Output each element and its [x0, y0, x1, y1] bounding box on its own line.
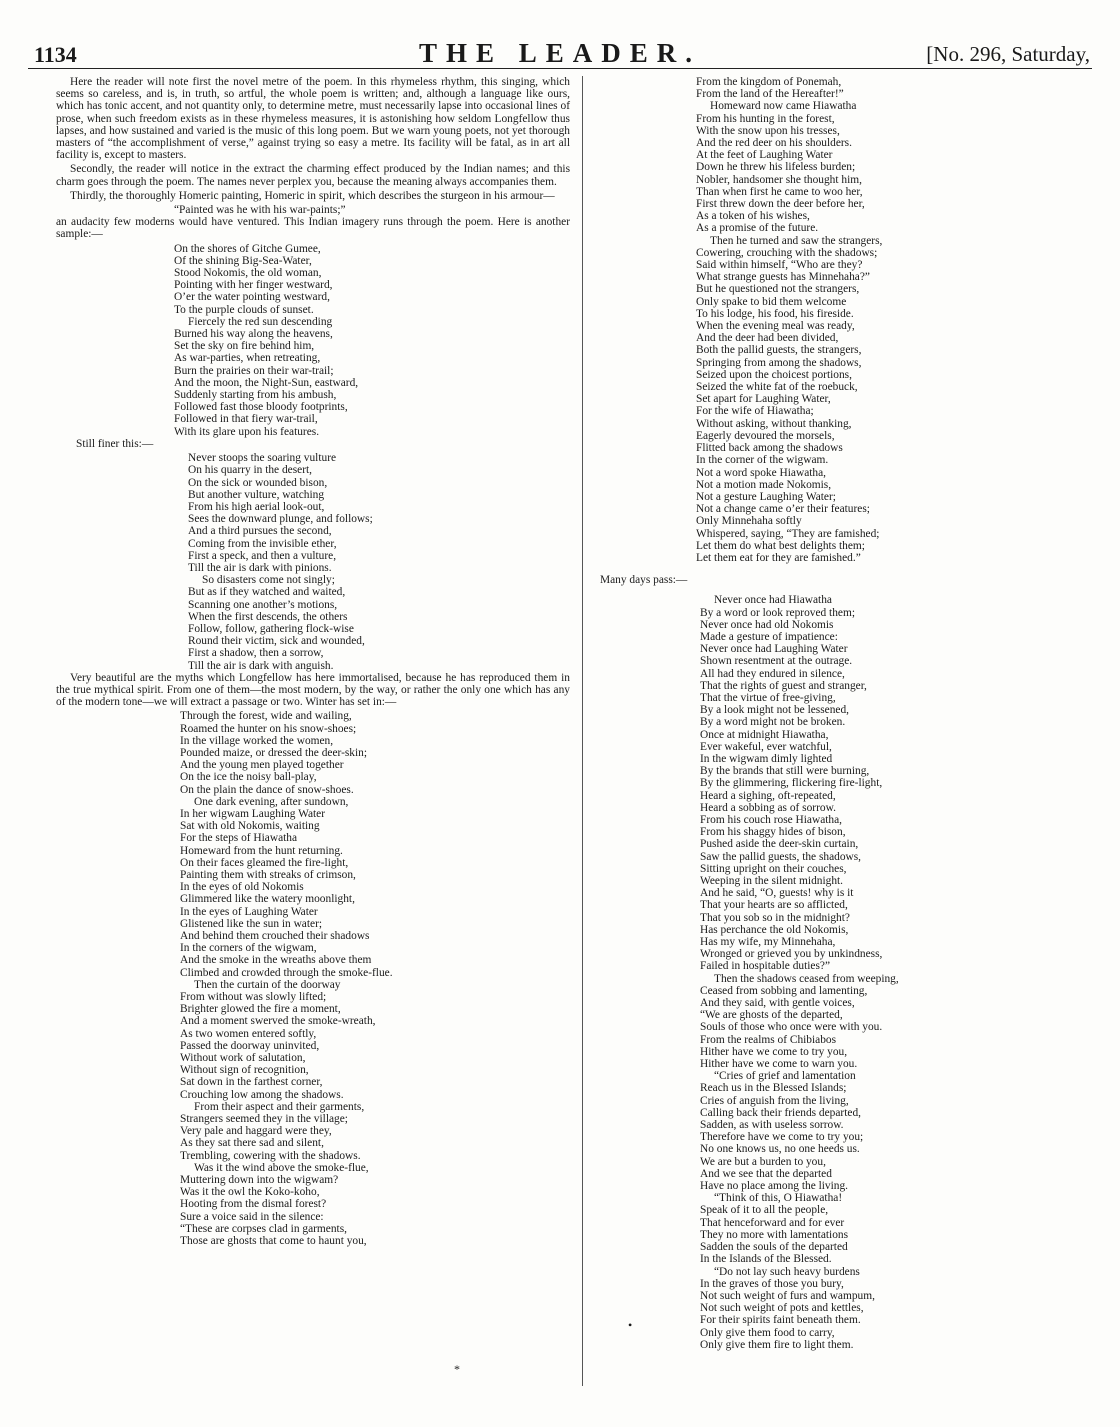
verse-line: Of the shining Big-Sea-Water,	[174, 254, 312, 267]
verse-line: Then he turned and saw the strangers,	[710, 234, 883, 247]
verse-line: Was it the wind above the smoke-flue,	[194, 1161, 369, 1174]
verse-line: And we see that the departed	[700, 1167, 832, 1180]
intro-still-finer: Still finer this:—	[76, 437, 154, 450]
verse-line: And the deer had been divided,	[696, 332, 839, 345]
verse-line: Glimmered like the watery moonlight,	[180, 893, 355, 906]
verse-line: At the feet of Laughing Water	[696, 149, 833, 162]
verse-line: Reach us in the Blessed Islands;	[700, 1082, 847, 1095]
masthead	[28, 38, 1092, 69]
verse-line: When the evening meal was ready,	[696, 320, 855, 333]
verse-line: And the smoke in the wreaths above them	[180, 954, 372, 967]
verse-line: Set the sky on fire behind him,	[174, 340, 315, 353]
verse-line: From his shaggy hides of bison,	[700, 826, 846, 839]
verse-line: Was it the owl the Koko-koho,	[180, 1186, 320, 1199]
verse-line: Roamed the hunter on his snow-shoes;	[180, 722, 357, 735]
verse-line: Made a gesture of impatience:	[700, 630, 838, 643]
verse-line: Very pale and haggard were they,	[180, 1125, 332, 1138]
verse-winter	[180, 710, 570, 1247]
verse-line: Sadden the souls of the departed	[700, 1241, 848, 1254]
verse-line: Have no place among the living.	[700, 1180, 849, 1193]
verse-line: Eagerly devoured the morsels,	[696, 429, 835, 442]
verse-line: On the plain the dance of snow-shoes.	[180, 783, 354, 796]
verse-line: Flitted back among the shadows	[696, 442, 843, 455]
verse-line: Whispered, saying, “They are famished;	[696, 527, 880, 540]
verse-line: Sadden, as with useless sorrow.	[700, 1119, 844, 1132]
verse-line: And he said, “O, guests! why is it	[700, 887, 854, 900]
verse-line: Springing from among the shadows,	[696, 356, 862, 369]
verse-line: Pointing with her finger westward,	[174, 279, 333, 292]
verse-line: Fiercely the red sun descending	[188, 315, 333, 328]
verse-line: But another vulture, watching	[188, 488, 325, 501]
verse-line: Glistened like the sun in water;	[180, 917, 323, 930]
verse-line: From their aspect and their garments,	[194, 1100, 365, 1113]
verse-line: Cowering, crouching with the shadows;	[696, 246, 878, 259]
verse-line: “Do not lay such heavy burdens	[714, 1265, 860, 1278]
verse-line: Not a change came o’er their features;	[696, 503, 870, 516]
verse-line: That your hearts are so afflicted,	[700, 899, 848, 912]
verse-line: And a moment swerved the smoke-wreath,	[180, 1015, 376, 1028]
verse-line: O’er the water pointing westward,	[174, 291, 330, 304]
verse-line: We are but a burden to you,	[700, 1155, 826, 1168]
verse-line: All had they endured in silence,	[700, 667, 845, 680]
verse-line: By a word might not be broken.	[700, 716, 846, 729]
verse-line: As two women entered softly,	[180, 1027, 317, 1040]
verse-line: That you sob so in the midnight?	[700, 911, 850, 924]
paragraph-audacity: an audacity few moderns would have ventured. This Indian imagery runs through the poem. Here is another sample:—	[56, 216, 570, 241]
verse-line: No one knows us, no one heeds us.	[700, 1143, 860, 1156]
verse-line: Till the air is dark with anguish.	[188, 659, 334, 672]
verse-line: For the steps of Hiawatha	[180, 832, 298, 845]
verse-line: In the graves of those you bury,	[700, 1277, 844, 1290]
verse-line: Speak of it to all the people,	[700, 1204, 829, 1217]
verse-line: Then the shadows ceased from weeping,	[714, 972, 899, 985]
verse-line: Therefore have we come to try you;	[700, 1131, 864, 1144]
verse-line: And the young men played together	[180, 759, 344, 772]
verse-line: When the first descends, the others	[188, 610, 348, 623]
quoted-line: “Painted was he with his war-paints;”	[174, 204, 346, 217]
verse-line: Crouching low among the shadows.	[180, 1088, 344, 1101]
verse-line: And a third pursues the second,	[188, 525, 332, 538]
verse-line: Seized the white fat of the roebuck,	[696, 381, 858, 394]
verse-line: Hither have we come to try you,	[700, 1045, 848, 1058]
verse-line: Homeward now came Hiawatha	[710, 100, 857, 113]
verse-line: Not a gesture Laughing Water;	[696, 490, 836, 503]
verse-line: Nobler, handsomer she thought him,	[696, 173, 862, 186]
verse-line: Sat with old Nokomis, waiting	[180, 820, 320, 833]
verse-line: Burn the prairies on their war-trail;	[174, 364, 334, 377]
verse-line: Heard a sighing, oft-repeated,	[700, 789, 836, 802]
verse-line: Those are ghosts that come to haunt you,	[180, 1235, 367, 1248]
verse-line: Both the pallid guests, the strangers,	[696, 344, 862, 357]
verse-line: With its glare upon his features.	[174, 425, 320, 438]
verse-line: Not such weight of furs and wampum,	[700, 1289, 875, 1302]
verse-line: In the eyes of Laughing Water	[180, 905, 318, 918]
verse-ghosts	[700, 594, 992, 1351]
verse-line: One dark evening, after sundown,	[194, 795, 349, 808]
verse-line: In the eyes of old Nokomis	[180, 881, 304, 894]
verse-line: Only Minnehaha softly	[696, 515, 802, 528]
verse-line: Through the forest, wide and wailing,	[180, 710, 352, 723]
verse-line: Not a motion made Nokomis,	[696, 478, 832, 491]
verse-line: Than when first he came to woo her,	[696, 185, 863, 198]
verse-line: Pushed aside the deer-skin curtain,	[700, 838, 859, 851]
verse-homecoming	[696, 76, 992, 564]
verse-line: Strangers seemed they in the village;	[180, 1113, 348, 1126]
verse-line: But as if they watched and waited,	[188, 586, 346, 599]
verse-line: From the kingdom of Ponemah,	[696, 76, 842, 88]
verse-line: On the ice the noisy ball-play,	[180, 771, 317, 784]
verse-line: Burned his way along the heavens,	[174, 328, 333, 341]
verse-line: Passed the doorway uninvited,	[180, 1039, 320, 1052]
verse-line: Hither have we come to warn you.	[700, 1058, 858, 1071]
issue-info: [No. 296, Saturday,	[926, 42, 1090, 66]
verse-vulture	[188, 452, 570, 672]
verse-line: As a token of his wishes,	[696, 210, 810, 223]
verse-line: Said within himself, “Who are they?	[696, 259, 863, 272]
verse-line: Failed in hospitable duties?”	[700, 960, 831, 973]
intro-many-days: Many days pass:—	[600, 574, 688, 587]
verse-line: In the village worked the women,	[180, 734, 334, 747]
verse-line: Not such weight of pots and kettles,	[700, 1302, 864, 1315]
verse-line: Has my wife, my Minnehaha,	[700, 936, 836, 949]
verse-line: Pounded maize, or dressed the deer-skin;	[180, 746, 368, 759]
verse-line: Shown resentment at the outrage.	[700, 655, 853, 668]
asterisk-mark: *	[454, 1362, 460, 1376]
verse-line: Saw the pallid guests, the shadows,	[700, 850, 862, 863]
verse-line: Never once had Laughing Water	[700, 643, 848, 656]
verse-line: First threw down the deer before her,	[696, 198, 865, 211]
verse-line: Without sign of recognition,	[180, 1064, 309, 1077]
verse-line: Only give them food to carry,	[700, 1326, 835, 1339]
verse-line: From his couch rose Hiawatha,	[700, 813, 843, 826]
verse-line: Ever wakeful, ever watchful,	[700, 740, 832, 753]
verse-line: Set apart for Laughing Water,	[696, 393, 831, 406]
verse-line: Souls of those who once were with you.	[700, 1021, 883, 1034]
verse-line: Ceased from sobbing and lamenting,	[700, 984, 868, 997]
verse-line: What strange guests has Minnehaha?”	[696, 271, 870, 284]
verse-line: “Cries of grief and lamentation	[714, 1070, 856, 1083]
verse-line: And the moon, the Night-Sun, eastward,	[174, 376, 359, 389]
verse-line: Brighter glowed the fire a moment,	[180, 1003, 341, 1016]
verse-line: As a promise of the future.	[696, 222, 819, 235]
verse-line: Homeward from the hunt returning.	[180, 844, 343, 857]
verse-line: In the wigwam dimly lighted	[700, 752, 833, 765]
verse-line: First a shadow, then a sorrow,	[188, 647, 324, 660]
verse-line: From his high aerial look-out,	[188, 500, 325, 513]
verse-line: Sure a voice said in the silence:	[180, 1210, 324, 1223]
verse-line: So disasters come not singly;	[202, 574, 335, 587]
verse-line: Till the air is dark with pinions.	[188, 561, 332, 574]
verse-line: Let them do what best delights them;	[696, 539, 865, 552]
verse-line: From the realms of Chibiabos	[700, 1033, 837, 1046]
verse-line: Without work of salutation,	[180, 1052, 306, 1065]
verse-line: Not a word spoke Hiawatha,	[696, 466, 827, 479]
verse-line: Only give them fire to light them.	[700, 1338, 854, 1351]
verse-line: Once at midnight Hiawatha,	[700, 728, 829, 741]
verse-line: On the shores of Gitche Gumee,	[174, 242, 321, 255]
verse-line: By a word or look reproved them;	[700, 606, 856, 619]
verse-line: As they sat there sad and silent,	[180, 1137, 324, 1150]
verse-line: By a look might not be lessened,	[700, 704, 850, 717]
verse-line: As war-parties, when retreating,	[174, 352, 321, 365]
verse-line: And behind them crouched their shadows	[180, 930, 370, 943]
verse-line: In the Islands of the Blessed.	[700, 1253, 832, 1266]
verse-line: Followed in that fiery war-trail,	[174, 413, 318, 426]
verse-line: On the sick or wounded bison,	[188, 476, 328, 489]
verse-line: First a speck, and then a vulture,	[188, 549, 337, 562]
verse-line: From his hunting in the forest,	[696, 112, 835, 125]
verse-line: And they said, with gentle voices,	[700, 997, 855, 1010]
verse-line: Then the curtain of the doorway	[194, 978, 341, 991]
verse-line: Follow, follow, gathering flock-wise	[188, 622, 354, 635]
verse-line: Followed fast those bloody footprints,	[174, 401, 348, 414]
verse-line: Sees the downward plunge, and follows;	[188, 513, 373, 526]
verse-line: That henceforward and for ever	[700, 1216, 845, 1229]
verse-line: They no more with lamentations	[700, 1228, 849, 1241]
verse-line: Hooting from the dismal forest?	[180, 1198, 327, 1211]
page-number: 1134	[34, 42, 77, 67]
verse-line: Muttering down into the wigwam?	[180, 1174, 339, 1187]
verse-line: To his lodge, his food, his fireside.	[696, 307, 854, 320]
verse-line: “These are corpses clad in garments,	[180, 1222, 347, 1235]
verse-line: From the land of the Hereafter!”	[696, 88, 844, 101]
verse-line: Sat down in the farthest corner,	[180, 1076, 323, 1089]
verse-line: “Think of this, O Hiawatha!	[714, 1192, 843, 1205]
verse-line: By the brands that still were burning,	[700, 765, 870, 778]
verse-line: Let them eat for they are famished.”	[696, 551, 861, 564]
bullet-mark: •	[628, 1318, 633, 1332]
verse-line: For their spirits faint beneath them.	[700, 1314, 861, 1327]
verse-line: Stood Nokomis, the old woman,	[174, 267, 322, 280]
verse-line: In her wigwam Laughing Water	[180, 807, 326, 820]
verse-line: Suddenly starting from his ambush,	[174, 389, 337, 402]
verse-line: Never stoops the soaring vulture	[188, 452, 337, 465]
verse-line: In the corners of the wigwam,	[180, 942, 317, 955]
paragraph-metre: Here the reader will note first the novel metre of the poem. In this rhymeless rhythm, this singing, which seems so careless, and is, in truth, so artful, the whole poem is written; and, although a language like ours, which has tonic accent, and not quantity only, to determine metre, must necessarily lapse into occasional lines of prose, when such freedom exists as in these rhymeless measures, it is astonishing how seldom Longfellow thus lapses, and how sustained and varied is the music of this long poem. But we warn young poets, not yet thorough masters of “the accomplishment of verse,” against trying so easy a metre. Its facility will be fatal, as in art all facility is, except to masters.	[56, 76, 570, 162]
verse-line: Cries of anguish from the living,	[700, 1094, 849, 1107]
verse-sunset	[174, 243, 570, 438]
verse-line: In the corner of the wigwam.	[696, 454, 829, 467]
verse-line: Trembling, cowering with the shadows.	[180, 1149, 361, 1162]
verse-line: By the glimmering, flickering fire-light,	[700, 777, 883, 790]
verse-line: Sitting upright on their couches,	[700, 862, 847, 875]
verse-line: “We are ghosts of the departed,	[700, 1009, 843, 1022]
newspaper-title: THE LEADER.	[418, 38, 702, 68]
verse-line: Never once had Hiawatha	[714, 594, 832, 607]
verse-line: Never once had old Nokomis	[700, 618, 834, 631]
verse-line: That the virtue of free-giving,	[700, 691, 836, 704]
verse-line: But he questioned not the strangers,	[696, 283, 860, 296]
paragraph-myths: Very beautiful are the myths which Longfellow has here immortalised, because he has reproduced them in the true mythical spirit. From one of them—the most modern, by the way, or rather the only one which has any of the modern tone—we will extract a passage or two. Winter has set in:—	[56, 671, 570, 709]
column-divider	[582, 76, 583, 1386]
left-column	[56, 76, 570, 1247]
verse-line: On their faces gleamed the fire-light,	[180, 856, 349, 869]
verse-line: Round their victim, sick and wounded,	[188, 635, 365, 648]
verse-line: Seized upon the choicest portions,	[696, 368, 852, 381]
verse-line: Calling back their friends departed,	[700, 1106, 861, 1119]
verse-line: For the wife of Hiawatha;	[696, 405, 814, 418]
verse-line: Climbed and crowded through the smoke-flue.	[180, 966, 393, 979]
paragraph-homeric: Thirdly, the thoroughly Homeric painting, Homeric in spirit, which describes the sturgeon in his armour—	[70, 189, 555, 202]
verse-line: Only spake to bid them welcome	[696, 295, 847, 308]
verse-line: Coming from the invisible ether,	[188, 537, 337, 550]
verse-line: Without asking, without thanking,	[696, 417, 852, 430]
verse-line: Weeping in the silent midnight.	[700, 875, 844, 887]
verse-line: With the snow upon his tresses,	[696, 124, 840, 137]
paragraph-indian-names: Secondly, the reader will notice in the extract the charming effect produced by the Indian names; and this charm goes through the poem. The names never perplex you, because the meaning always accompanies them.	[56, 163, 570, 188]
verse-line: Scanning one another’s motions,	[188, 598, 338, 611]
verse-line: Has perchance the old Nokomis,	[700, 923, 849, 936]
verse-line: Painting them with streaks of crimson,	[180, 869, 356, 881]
right-column	[596, 76, 992, 1351]
verse-line: And the red deer on his shoulders.	[696, 137, 852, 150]
verse-line: That the rights of guest and stranger,	[700, 679, 867, 692]
verse-line: Heard a sobbing as of sorrow.	[700, 801, 836, 814]
verse-line: From without was slowly lifted;	[180, 991, 327, 1004]
verse-line: Wronged or grieved you by unkindness,	[700, 948, 883, 961]
verse-line: Down he threw his lifeless burden;	[696, 161, 856, 174]
verse-line: To the purple clouds of sunset.	[174, 303, 314, 316]
verse-line: On his quarry in the desert,	[188, 464, 313, 477]
